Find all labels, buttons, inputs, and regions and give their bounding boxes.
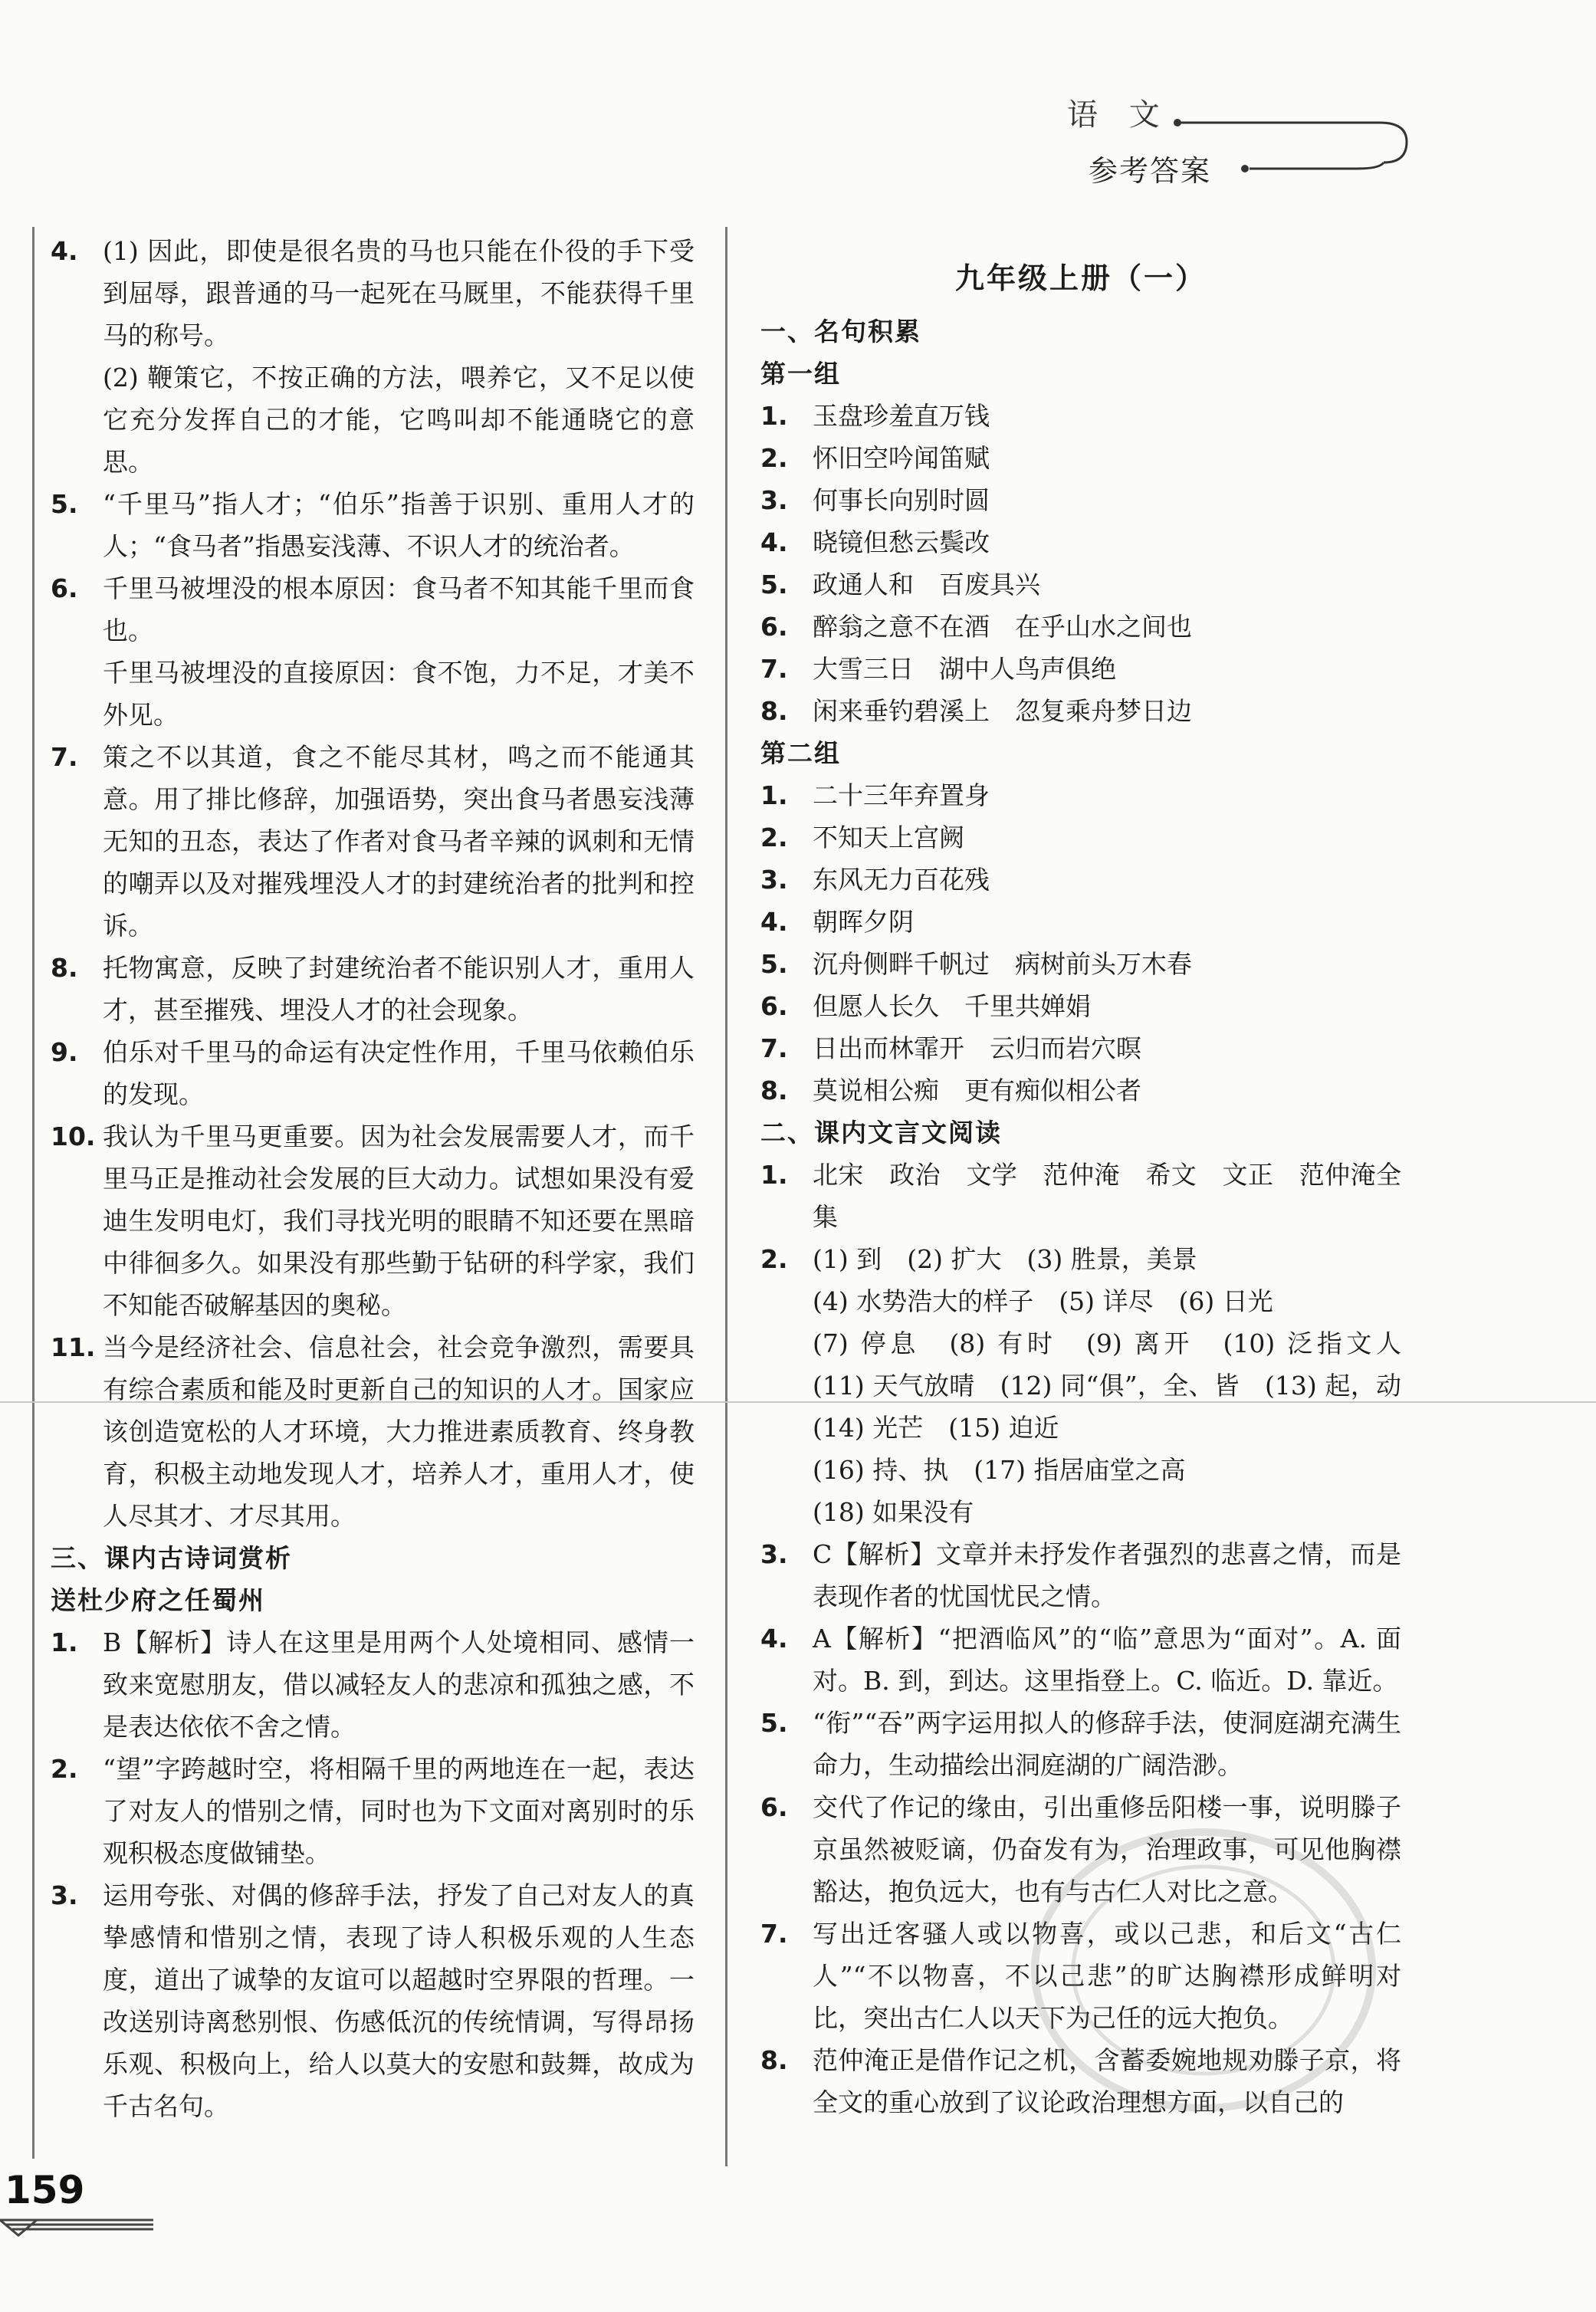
answer-number: 4. (760, 527, 788, 557)
page-number: 159 (5, 2168, 85, 2212)
poem-title: 送杜少府之任蜀州 (51, 1585, 265, 1615)
answer-text: 托物寓意，反映了封建统治者不能识别人才，重用人才，甚至摧残、埋没人才的社会现象。 (103, 953, 695, 1025)
answer-text: 千里马被埋没的根本原因：食马者不知其能千里而食也。 (103, 573, 695, 645)
answer-text: 伯乐对千里马的命运有决定性作用，千里马依赖伯乐的发现。 (103, 1037, 695, 1109)
answer-text: 策之不以其道，食之不能尽其材，鸣之而不能通其意。用了排比修辞，加强语势，突出食马者愚妄浅薄无知的丑态，表达了作者对食马者辛辣的讽刺和无情的嘲弄以及对摧残埋没人才的封建统治者的批判和控诉。 (103, 742, 695, 941)
quote-item (760, 1069, 1401, 1112)
answer-text: (18) 如果没有 (813, 1497, 974, 1527)
quote-item (760, 563, 1401, 606)
answer-text: (1) 到 (2) 扩大 (3) 胜景，美景 (813, 1244, 1197, 1274)
answer-number: 4. (760, 1624, 788, 1654)
quote-item (760, 985, 1401, 1027)
quote-text: 政通人和 百废具兴 (813, 570, 1040, 599)
answer-number: 8. (51, 953, 78, 983)
quote-item (760, 1027, 1401, 1069)
answer-item (760, 1533, 1401, 1617)
answer-number: 8. (760, 1076, 788, 1105)
answer-number: 7. (760, 654, 788, 684)
answer-number: 6. (51, 573, 78, 603)
watermark-stamp (1020, 1817, 1387, 2123)
answer-number: 8. (760, 2045, 788, 2075)
quote-list-group2 (760, 774, 1401, 1112)
answer-text: A【解析】“把酒临风”的“临”意思为“面对”。A. 面对。B. 到，到达。这里指登上。C. 临近。D. 靠近。 (813, 1624, 1401, 1696)
quote-text: 何事长向别时圆 (813, 485, 990, 515)
answer-item (51, 1031, 695, 1115)
quote-text: 大雪三日 湖中人鸟声俱绝 (813, 654, 1116, 684)
answer-text: (16) 持、执 (17) 指居庙堂之高 (813, 1455, 1186, 1485)
column-divider (725, 227, 727, 2166)
quote-item (760, 943, 1401, 985)
answer-number: 7. (760, 1033, 788, 1063)
quote-item (760, 648, 1401, 690)
header-subtitle: 参考答案 (1089, 154, 1212, 188)
header-subject: 语 文 (1067, 97, 1171, 133)
answer-list-left (51, 230, 695, 1537)
answer-number: 1. (51, 1627, 78, 1657)
group-heading: 第一组 (760, 359, 841, 389)
section-heading: 二、课内文言文阅读 (760, 1118, 1002, 1148)
answer-text: 写出迁客骚人或以物喜，或以己悲，和后文“古仁人”“不以物喜，不以己悲”的旷达胸襟形成鲜明对比，突出古仁人以天下为己任的远大抱负。 (813, 1919, 1401, 2033)
quote-text: 沉舟侧畔千帆过 病树前头万木春 (813, 949, 1192, 979)
quote-text: 日出而林霏开 云归而岩穴暝 (813, 1033, 1141, 1063)
answer-number: 3. (760, 1539, 788, 1569)
answer-text: (4) 水势浩大的样子 (5) 详尽 (6) 日光 (813, 1286, 1273, 1316)
answer-text: B【解析】诗人在这里是用两个人处境相同、感情一致来宽慰朋友，借以减轻友人的悲凉和孤独之感，不是表达依依不舍之情。 (103, 1627, 695, 1742)
quote-item (760, 437, 1401, 479)
quote-item (760, 521, 1401, 563)
answer-text: 运用夸张、对偶的修辞手法，抒发了自己对友人的真挚感情和惜别之情，表现了诗人积极乐观的人生态度，道出了诚挚的友谊可以超越时空界限的哲理。一改送别诗离愁别恨、伤感低沉的传统情调，写得昂扬乐观、积极向上，给人以莫大的安慰和鼓舞，故成为千古名句。 (103, 1880, 695, 2121)
quote-list-group1 (760, 395, 1401, 732)
answer-text: 交代了作记的缘由，引出重修岳阳楼一事，说明滕子京虽然被贬谪，仍奋发有为，治理政事，可见他胸襟豁达，抱负远大，也有与古仁人对比之意。 (813, 1792, 1401, 1906)
page-number-underline-decoration (0, 2217, 161, 2237)
answer-number: 7. (760, 1919, 788, 1949)
quote-text: 晓镜但愁云鬓改 (813, 527, 990, 557)
answer-number: 1. (760, 401, 788, 431)
answer-item (51, 1748, 695, 1874)
quote-item (760, 901, 1401, 943)
answer-number: 5. (760, 949, 788, 979)
quote-text: 莫说相公痴 更有痴似相公者 (813, 1076, 1141, 1105)
answer-item (760, 1238, 1427, 1533)
answer-text: “千里马”指人才；“伯乐”指善于识别、重用人才的人；“食马者”指愚妄浅薄、不识人才的统治者。 (103, 489, 695, 561)
answer-item (760, 1154, 1401, 1238)
answer-number: 7. (51, 742, 78, 772)
answer-number: 5. (760, 570, 788, 599)
answer-number: 2. (760, 1244, 788, 1274)
answer-item (760, 1617, 1401, 1702)
answer-number: 1. (760, 780, 788, 810)
quote-item (760, 859, 1401, 901)
quote-text: 怀旧空吟闻笛赋 (813, 443, 990, 473)
answer-number: 8. (760, 696, 788, 726)
section-heading: 三、课内古诗词赏析 (51, 1543, 292, 1573)
quote-item (760, 774, 1401, 816)
quote-text: 朝晖夕阴 (813, 907, 914, 937)
answer-number: 4. (760, 907, 788, 937)
answer-text: 当今是经济社会、信息社会，社会竞争激烈，需要具有综合素质和能及时更新自己的知识的人才。国家应该创造宽松的人才环境，大力推进素质教育、终身教育，积极主动地发现人才，培养人才，重用人才，使人尽其才、才尽其用。 (103, 1332, 695, 1531)
answer-number: 1. (760, 1160, 788, 1190)
answer-item (51, 1874, 695, 2127)
quote-item (760, 816, 1401, 859)
answer-number: 6. (760, 991, 788, 1021)
answer-number: 2. (760, 443, 788, 473)
answer-number: 3. (760, 485, 788, 515)
answer-item (51, 567, 695, 736)
answer-number: 3. (51, 1880, 78, 1910)
answer-number: 2. (51, 1754, 78, 1784)
left-column (51, 230, 695, 2127)
quote-text: 但愿人长久 千里共婵娟 (813, 991, 1091, 1021)
answer-item (51, 947, 695, 1031)
answer-item (51, 736, 695, 947)
answer-item (51, 1115, 695, 1326)
answer-text: (2) 鞭策它，不按正确的方法，喂养它，又不足以使它充分发挥自己的才能，它鸣叫却不能通晓它的意思。 (103, 363, 695, 477)
poem-answer-list (51, 1621, 695, 2127)
answer-number: 6. (760, 612, 788, 642)
answer-item (51, 483, 695, 567)
volume-title: 九年级上册（一） (954, 261, 1207, 295)
section-heading: 一、名句积累 (760, 317, 921, 346)
quote-item (760, 479, 1401, 521)
answer-text: (7) 停息 (8) 有时 (9) 离开 (10) 泛指文人 (11) 天气放晴 (12) 同“俱”，全、皆 (13) 起，动 (14) 光芒 (15) 迫近 (813, 1328, 1427, 1443)
answer-text: 北宋 政治 文学 范仲淹 希文 文正 范仲淹全集 (813, 1160, 1401, 1232)
answer-text: 范仲淹正是借作记之机，含蓄委婉地规劝滕子京，将全文的重心放到了议论政治理想方面，以自己的 (813, 2045, 1401, 2117)
answer-number: 4. (51, 236, 78, 266)
answer-text: 我认为千里马更重要。因为社会发展需要人才，而千里马正是推动社会发展的巨大动力。试想如果没有爱迪生发明电灯，我们寻找光明的眼睛不知还要在黑暗中徘徊多久。如果没有那些勤于钻研的科学家，我们不知能否破解基因的奥秘。 (103, 1122, 695, 1320)
answer-item (51, 230, 695, 483)
quote-text: 不知天上宫阙 (813, 823, 964, 852)
quote-text: 闲来垂钓碧溪上 忽复乘舟梦日边 (813, 696, 1192, 726)
answer-item (51, 1326, 695, 1537)
answer-number: 5. (760, 1708, 788, 1738)
answer-text: 千里马被埋没的直接原因：食不饱，力不足，才美不外见。 (103, 658, 695, 730)
answer-text: (1) 因此，即使是很名贵的马也只能在仆役的手下受到屈辱，跟普通的马一起死在马厩里，不能获得千里马的称号。 (103, 236, 695, 350)
answer-number: 11. (51, 1332, 96, 1362)
answer-number: 2. (760, 823, 788, 852)
quote-item (760, 690, 1401, 732)
answer-item (760, 1702, 1401, 1786)
answer-number: 5. (51, 489, 78, 519)
answer-number: 9. (51, 1037, 78, 1067)
answer-text: C【解析】文章并未抒发作者强烈的悲喜之情，而是表现作者的忧国忧民之情。 (813, 1539, 1401, 1611)
answer-number: 6. (760, 1792, 788, 1822)
quote-item (760, 395, 1401, 437)
answer-text: “望”字跨越时空，将相隔千里的两地连在一起，表达了对友人的惜别之情，同时也为下文面对离别时的乐观积极态度做铺垫。 (103, 1754, 695, 1868)
answer-number: 3. (760, 865, 788, 895)
quote-text: 二十三年弃置身 (813, 780, 990, 810)
answer-number: 10. (51, 1122, 96, 1151)
answer-item (51, 1621, 695, 1748)
quote-text: 玉盘珍羞直万钱 (813, 401, 990, 431)
left-margin-rule (32, 227, 34, 2159)
group-heading: 第二组 (760, 738, 841, 768)
quote-item (760, 606, 1401, 648)
answer-text: “衔”“吞”两字运用拟人的修辞手法，使洞庭湖充满生命力，生动描绘出洞庭湖的广阔浩渺。 (813, 1708, 1401, 1780)
quote-text: 东风无力百花残 (813, 865, 990, 895)
quote-text: 醉翁之意不在酒 在乎山水之间也 (813, 612, 1192, 642)
